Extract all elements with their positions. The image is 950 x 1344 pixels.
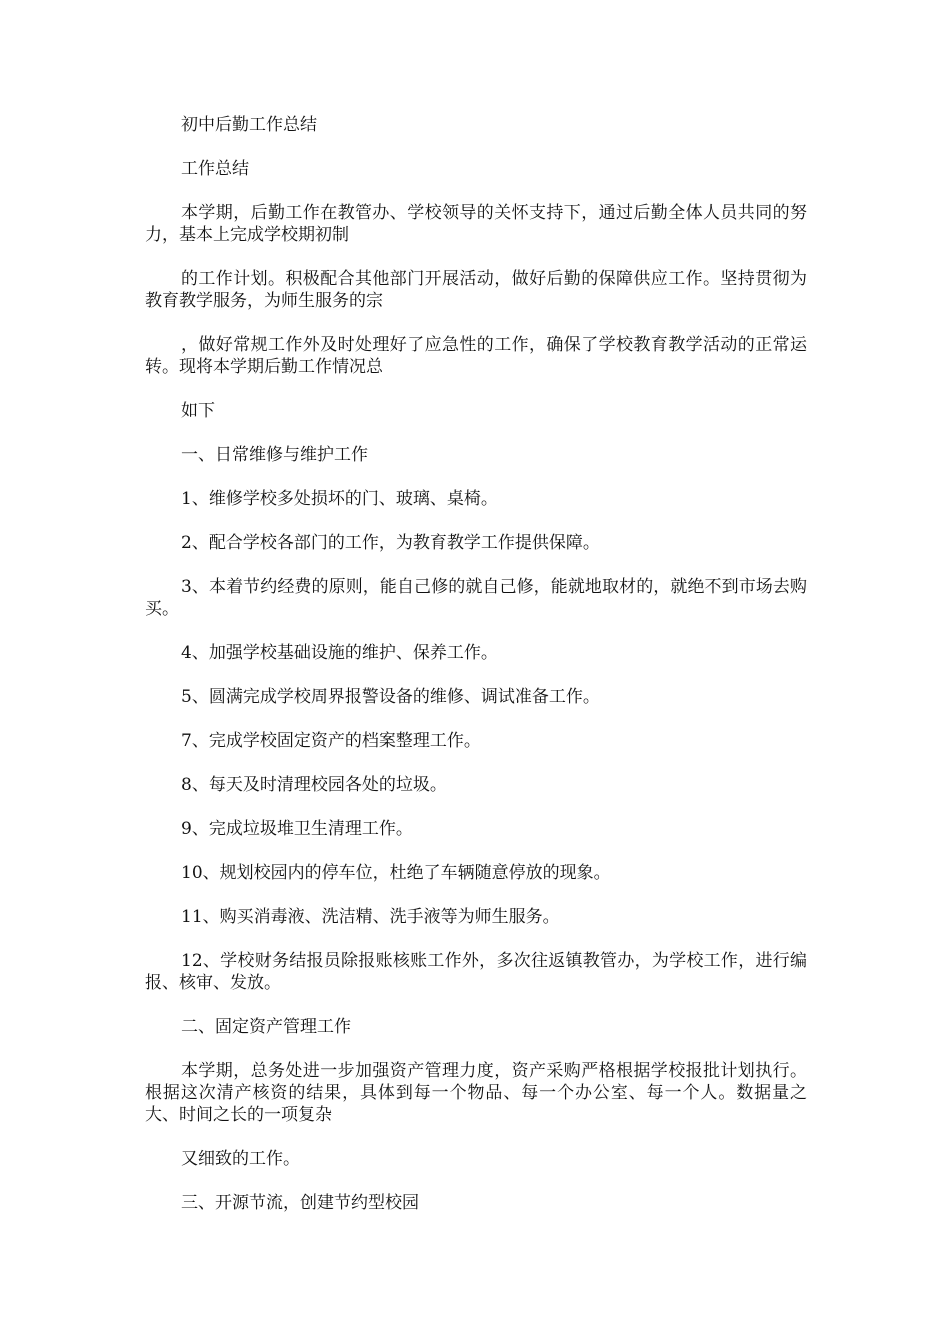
document-title: 初中后勤工作总结 [181, 115, 317, 135]
paragraph: 如下 [181, 401, 215, 421]
section-heading: 一、日常维修与维护工作 [181, 445, 368, 465]
list-item: 11、购买消毒液、洗洁精、洗手液等为师生服务。 [181, 907, 560, 927]
paragraph: ，做好常规工作外及时处理好了应急性的工作，确保了学校教育教学活动的正常运转。现将本学期后勤工作情况总 [145, 335, 807, 377]
section-heading: 二、固定资产管理工作 [181, 1017, 351, 1037]
list-item: 1、维修学校多处损坏的门、玻璃、桌椅。 [181, 489, 498, 509]
paragraph: 本学期，总务处进一步加强资产管理力度，资产采购严格根据学校报批计划执行。根据这次清产核资的结果，具体到每一个物品、每一个办公室、每一个人。数据量之大、时间之长的一项复杂 [145, 1061, 807, 1125]
list-item: 5、圆满完成学校周界报警设备的维修、调试准备工作。 [181, 687, 600, 707]
list-item: 9、完成垃圾堆卫生清理工作。 [181, 819, 413, 839]
document-body [145, 114, 807, 1236]
paragraph: 本学期，后勤工作在教管办、学校领导的关怀支持下，通过后勤全体人员共同的努力，基本上完成学校期初制 [145, 203, 807, 245]
list-item: 3、本着节约经费的原则，能自己修的就自己修，能就地取材的，就绝不到市场去购买。 [145, 577, 807, 619]
list-item: 4、加强学校基础设施的维护、保养工作。 [181, 643, 498, 663]
list-item: 10、规划校园内的停车位，杜绝了车辆随意停放的现象。 [181, 863, 611, 883]
list-item: 12、学校财务结报员除报账核账工作外，多次往返镇教管办，为学校工作，进行编报、核审、发放。 [145, 951, 807, 993]
section-subtitle: 工作总结 [181, 159, 249, 179]
section-heading: 三、开源节流，创建节约型校园 [181, 1193, 419, 1213]
list-item: 7、完成学校固定资产的档案整理工作。 [181, 731, 481, 751]
paragraph: 的工作计划。积极配合其他部门开展活动，做好后勤的保障供应工作。坚持贯彻为教育教学服务，为师生服务的宗 [145, 269, 807, 311]
list-item: 8、每天及时清理校园各处的垃圾。 [181, 775, 447, 795]
paragraph: 又细致的工作。 [181, 1149, 300, 1169]
list-item: 2、配合学校各部门的工作，为教育教学工作提供保障。 [181, 533, 600, 553]
